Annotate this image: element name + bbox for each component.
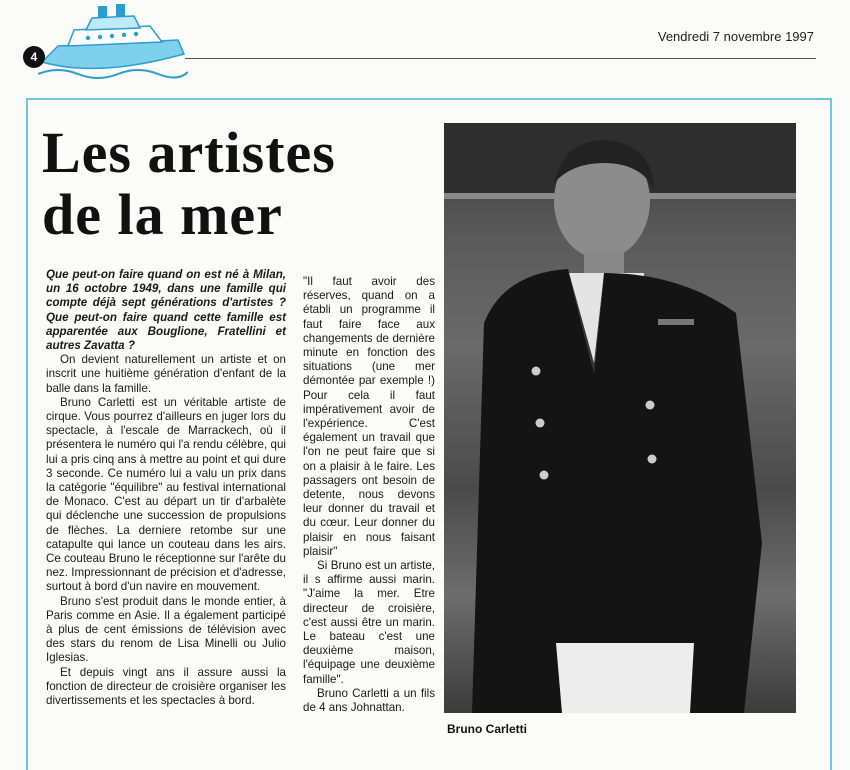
photo-caption: Bruno Carletti (447, 722, 528, 736)
portrait-illustration (444, 123, 796, 713)
article-title-line1: Les artistes (42, 120, 336, 185)
page-number-badge: 4 (23, 46, 45, 68)
article-lead: Que peut-on faire quand on est né à Milan, un 16 octobre 1949, dans une famille qui compte déjà sept générations d'artistes ? Que peut-on faire quand cette famille est apparentée aux Bouglione, Fratellini et autres Zavatta ? (46, 268, 286, 353)
ship-logo (38, 0, 188, 84)
article-column-left (46, 268, 286, 708)
header-rule (185, 58, 816, 59)
article-paragraph: Bruno Carletti a un fils de 4 ans Johnattan. (303, 686, 435, 715)
article-paragraph: Bruno s'est produit dans le monde entier, à Paris comme en Asie. Il a également participé à plus de cent émissions de télévision avec des stars du renom de Lisa Minelli ou Julio Iglesias. (46, 594, 286, 665)
article-paragraph: "Il faut avoir des réserves, quand on a établi un programme il faut faire face aux changements de dernière minute en fonction des situations (une mer démontée par exemple !) Pour cela il faut impérativement avoir de l'expérience. C'est également un travail que l'on ne peut faire que si on a plaisir à le faire. Les passagers ont besoin de detente, nous devons leur donner du travail et du cœur. Leur donner du plaisir en nous faisant plaisir" (303, 275, 435, 558)
issue-date: Vendredi 7 novembre 1997 (657, 29, 814, 44)
portrait-photo (444, 123, 796, 713)
article-column-middle (303, 275, 435, 715)
article-title-line2: de la mer (42, 182, 283, 247)
article-title (42, 122, 442, 246)
article-paragraph: Si Bruno est un artiste, il s affirme aussi marin. "J'aime la mer. Etre directeur de croisière, c'est aussi être un marin. Le bateau c'est une deuxième maison, l'équipage une deuxième famille". (303, 559, 435, 686)
article-paragraph: Bruno Carletti est un véritable artiste de cirque. Vous pourrez d'ailleurs en juger lors du spectacle, à l'escale de Marrackech, où il présentera le numéro qui l'a rendu célèbre, qui lui a pris cinq ans à mettre au point et qui dure 3 seconde. Ce numéro lui a valu un prix dans la catégorie "équilibre" au festival international de Monaco. C'est au départ un tir d'arbalète qui déclenche une succession de propulsions de flèches. La derniere retombe sur une catapulte qui lance un couteau dans les airs. Ce couteau Bruno le réceptionne sur l'arête du nez. Impressionnant de précision et d'adresse, surtout à bord d'un navire en mouvement. (46, 395, 286, 594)
article-paragraph: Et depuis vingt ans il assure aussi la fonction de directeur de croisière organiser les divertissements et les spectacles à bord. (46, 665, 286, 708)
article-paragraph: On devient naturellement un artiste et on inscrit une huitième génération d'enfant de la balle dans la famille. (46, 353, 286, 395)
